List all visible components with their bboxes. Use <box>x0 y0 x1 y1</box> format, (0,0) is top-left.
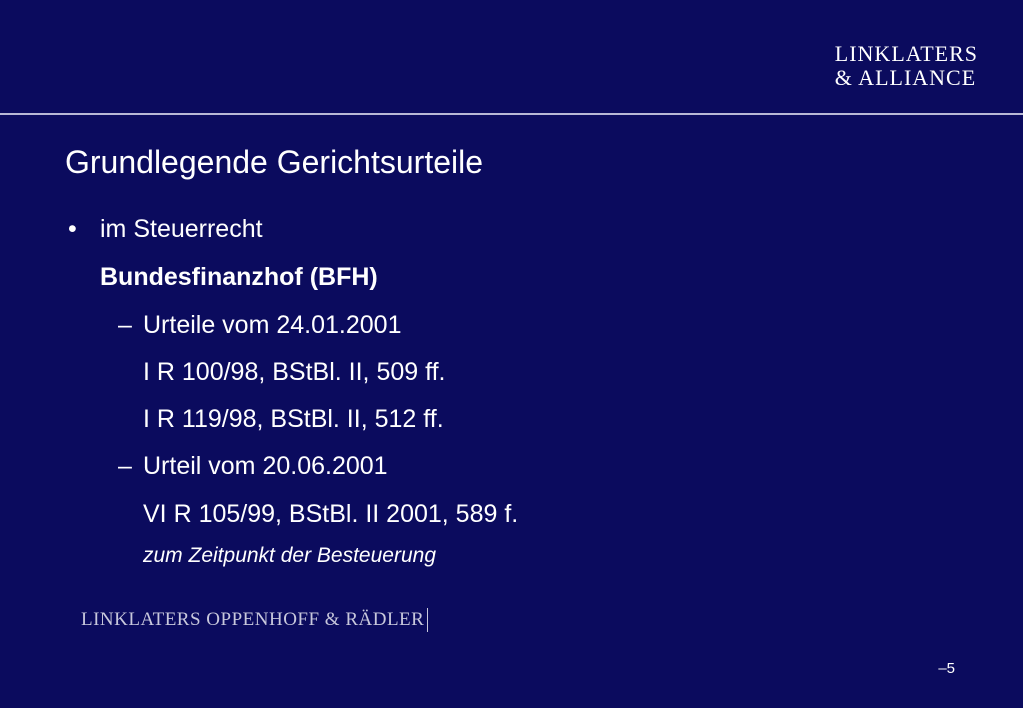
logo-line-2: & ALLIANCE <box>834 65 977 90</box>
court-name: Bundesfinanzhof (BFH) <box>100 263 378 291</box>
dash-icon: – <box>118 452 132 480</box>
sub-item-1-text: Urteile vom 24.01.2001 <box>143 311 402 339</box>
logo-line-1: LINKLATERS <box>834 41 978 66</box>
sub-item-1-reference-1: I R 100/98, BStBl. II, 509 ff. <box>143 358 446 386</box>
slide-title: Grundlegende Gerichtsurteile <box>65 144 484 180</box>
bullet-text: im Steuerrecht <box>100 215 263 243</box>
dash-icon: – <box>118 311 132 339</box>
header-divider <box>0 113 1023 115</box>
sub-item-2-reference-1: VI R 105/99, BStBl. II 2001, 589 f. <box>143 500 519 528</box>
note-text: zum Zeitpunkt der Besteuerung <box>143 544 436 567</box>
sub-item-1-reference-2: I R 119/98, BStBl. II, 512 ff. <box>143 405 444 433</box>
linklaters-oppenhoff-radler-logo: LINKLATERS OPPENHOFF & RÄDLER <box>81 608 428 632</box>
bullet-icon: • <box>68 215 77 243</box>
linklaters-alliance-logo <box>835 42 978 90</box>
page-number: –5 <box>938 660 955 677</box>
sub-item-2-text: Urteil vom 20.06.2001 <box>143 452 388 480</box>
